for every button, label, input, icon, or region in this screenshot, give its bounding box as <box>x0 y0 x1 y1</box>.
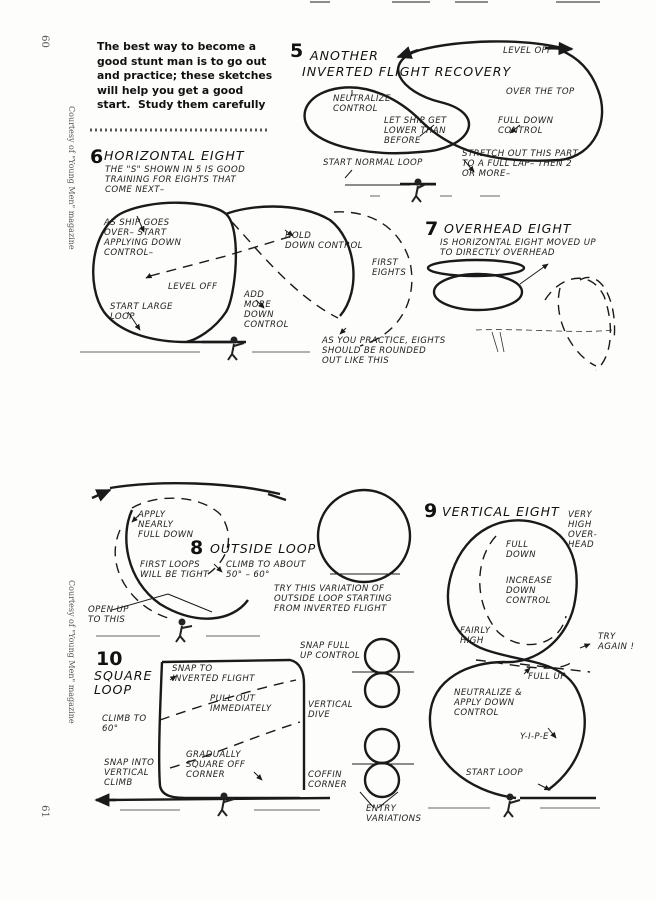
section-10-number: 10 <box>96 648 123 670</box>
s10-climb-60-label: CLIMB TO 60° <box>102 714 147 734</box>
pilot-figure-10 <box>218 793 234 817</box>
pilot-figure-8 <box>176 619 192 643</box>
page-number-top: 60 <box>38 35 50 48</box>
section-9-number: 9 <box>424 500 438 522</box>
s9-neutralize-label: NEUTRALIZE & APPLY DOWN CONTROL <box>454 688 523 718</box>
section-5-number: 5 <box>290 40 304 62</box>
s5-start-normal-label: START NORMAL LOOP <box>323 158 423 168</box>
s10-snap-vertical-label: SNAP INTO VERTICAL CLIMB <box>104 758 155 788</box>
s8-apply-nearly-label: APPLY NEARLY FULL DOWN <box>138 510 194 540</box>
s5-full-down-label: FULL DOWN CONTROL <box>498 116 554 136</box>
section-7-title: OVERHEAD EIGHT <box>444 221 572 236</box>
s9-full-down-label: FULL DOWN <box>506 540 536 560</box>
s10-gradually-label: GRADUALLY SQUARE OFF CORNER <box>186 750 246 780</box>
section-9-title: VERTICAL EIGHT <box>442 504 560 519</box>
s9-start-loop-label: START LOOP <box>466 768 523 778</box>
s10-entry-label: ENTRY VARIATIONS <box>366 804 422 824</box>
s5-let-ship-label: LET SHIP GET LOWER THAN BEFORE <box>384 116 447 146</box>
s8-open-up-label: OPEN UP TO THIS <box>88 605 129 625</box>
s6-add-more-label: ADD MORE DOWN CONTROL <box>244 290 289 330</box>
s9-yipe-label: Y-I-P-E <box>520 732 549 742</box>
s8-try-variation-label: TRY THIS VARIATION OF OUTSIDE LOOP STARTING FROM INVERTED FLIGHT <box>274 584 393 614</box>
s6-first-eights-label: FIRST EIGHTS <box>372 258 407 278</box>
pilot-figure-5 <box>412 179 426 203</box>
section-8-title: OUTSIDE LOOP <box>210 541 317 556</box>
s6-as-you-practice-label: AS YOU PRACTICE, EIGHTS SHOULD BE ROUNDED OUT LIKE THIS <box>322 336 446 366</box>
s9-fairly-high-label: FAIRLY HIGH <box>460 626 491 646</box>
figure-7-path <box>428 260 615 370</box>
s6-description: THE "S" SHOWN IN 5 IS GOOD TRAINING FOR EIGHTS THAT COME NEXT– <box>105 165 246 195</box>
section-10-title-line-2: LOOP <box>94 682 133 697</box>
s10-coffin-label: COFFIN CORNER <box>308 770 347 790</box>
s5-stretch-label: STRETCH OUT THIS PART TO A FULL LAP– THEN 2 OR MORE– <box>462 149 579 179</box>
s10-snap-full-up-label: SNAP FULL UP CONTROL <box>300 641 361 661</box>
s9-increase-label: INCREASE DOWN CONTROL <box>506 576 553 606</box>
s5-over-the-top-label: OVER THE TOP <box>506 87 575 97</box>
s6-start-large-label: START LARGE LOOP <box>110 302 173 322</box>
s6-level-off-label: LEVEL OFF <box>168 282 218 292</box>
s5-neutralize-label: NEUTRALIZE CONTROL <box>333 94 391 114</box>
figure-9-path <box>428 520 600 808</box>
s8-first-loops-label: FIRST LOOPS WILL BE TIGHT <box>140 560 209 580</box>
s9-full-up-label: FULL UP <box>528 672 566 682</box>
section-6-title: HORIZONTAL EIGHT <box>104 148 245 163</box>
courtesy-credit-bottom: Courtesy of "Young Men" magazine <box>67 580 76 724</box>
section-6-number: 6 <box>90 146 104 168</box>
s8-climb-about-label: CLIMB TO ABOUT 50° – 60° <box>226 560 306 580</box>
intro-text: The best way to become a good stunt man is to go out and practice; these sketches will help you get a good start. Study them carefully <box>97 40 273 112</box>
section-7-number: 7 <box>425 218 439 240</box>
courtesy-credit-top: Courtesy of "Young Men" magazine <box>67 106 76 250</box>
section-8-number: 8 <box>190 537 204 559</box>
s9-try-again-label: TRY AGAIN ! <box>598 632 635 652</box>
s7-description: IS HORIZONTAL EIGHT MOVED UP TO DIRECTLY OVERHEAD <box>440 238 596 258</box>
s9-very-high-label: VERY HIGH OVER- HEAD <box>568 510 598 550</box>
section-10-title-line-1: SQUARE <box>94 668 153 683</box>
s5-level-off-label: LEVEL OFF <box>503 46 553 56</box>
pilot-figure-6 <box>228 337 244 361</box>
section-5-title-line-2: INVERTED FLIGHT RECOVERY <box>302 64 512 79</box>
s6-as-ship-label: AS SHIP GOES OVER– START APPLYING DOWN CONTROL– <box>104 218 182 258</box>
s10-vertical-dive-label: VERTICAL DIVE <box>308 700 353 720</box>
s6-hold-down-label: HOLD DOWN CONTROL <box>285 231 363 251</box>
s10-snap-inverted-label: SNAP TO INVERTED FLIGHT <box>172 664 255 684</box>
page-number-bottom: 61 <box>38 805 50 818</box>
section-5-title-line-1: ANOTHER <box>310 48 379 63</box>
s10-pull-out-label: PULL OUT IMMEDIATELY <box>210 694 272 714</box>
